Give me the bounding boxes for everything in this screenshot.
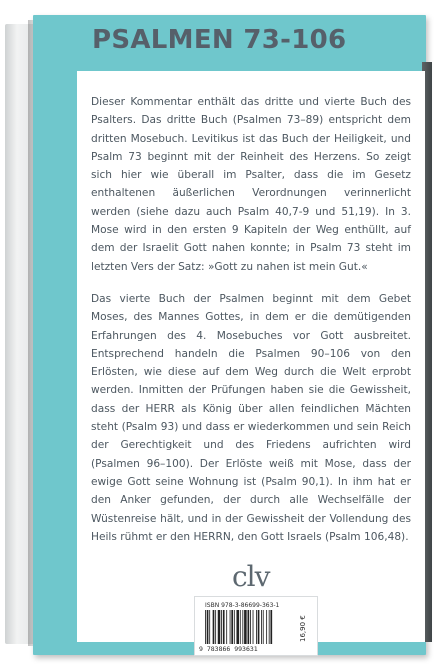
blurb-paragraph-1: Dieser Kommentar enthält das dritte und vierte Buch des Psalters. Das dritte Buch (Psalmen 73–89) entspricht dem dritten Mosebuch. Levitikus ist das Buch der Heiligkeit, und Psalm 73 beginnt mit der Reinheit des Herzens. So zeigt sich hier wie überall im Psalter, dass die im Gesetz enthaltenen äußerlichen Verordnungen verinnerlicht werden (siehe dazu auch Psalm 40,7-9 und 51,19). In 3. Mose wird in den ersten 9 Kapiteln der Weg enthüllt, auf dem der Israelit Gott nahen konnte; in Psalm 73 steht im letzten Vers der Satz: »Gott zu nahen ist mein Gut.« [91,96,411,273]
book-title: PSALMEN 73-106 [92,25,347,55]
barcode-digits: 9 783866 993631 [199,645,258,653]
blurb-paragraph-2: Das vierte Buch der Psalmen beginnt mit dem Gebet Moses, des Mannes Gottes, in dem er die demütigenden Erfahrungen des 4. Mosebuches vor Gott ausbreitet. Entsprechend handeln die Psalmen 90–106 von den Erlösten, wie diese auf dem Weg durch die Welt erprobt werden. Inmitten der Prüfungen haben sie die Gewissheit, dass der HERR als König über allen feindlichen Mächten steht (Psalm 93) und dass er wiederkommen und sein Reich der Gerechtigkeit und des Friedens aufrichten wird (Psalmen 96–100). Der Erlöste weiß mit Mose, dass der ewige Gott seine Wohnung ist (Psalm 90,1). In ihm hat er den Anker gefunden, der durch alle Wechselfälle der Wüstenreise hält, und in der Gewissheit der Vollendung des Heils rühmt er den HERRN, den Gott Israels (Psalm 106,48). [91,292,411,543]
barcode-bars [205,610,294,644]
barcode-label [194,596,318,656]
price-text: 16,90 € [299,615,307,643]
publisher-logo: clv [232,560,270,593]
isbn-text: ISBN 978-3-86699-363-1 [205,602,280,609]
blurb-text [91,93,411,560]
